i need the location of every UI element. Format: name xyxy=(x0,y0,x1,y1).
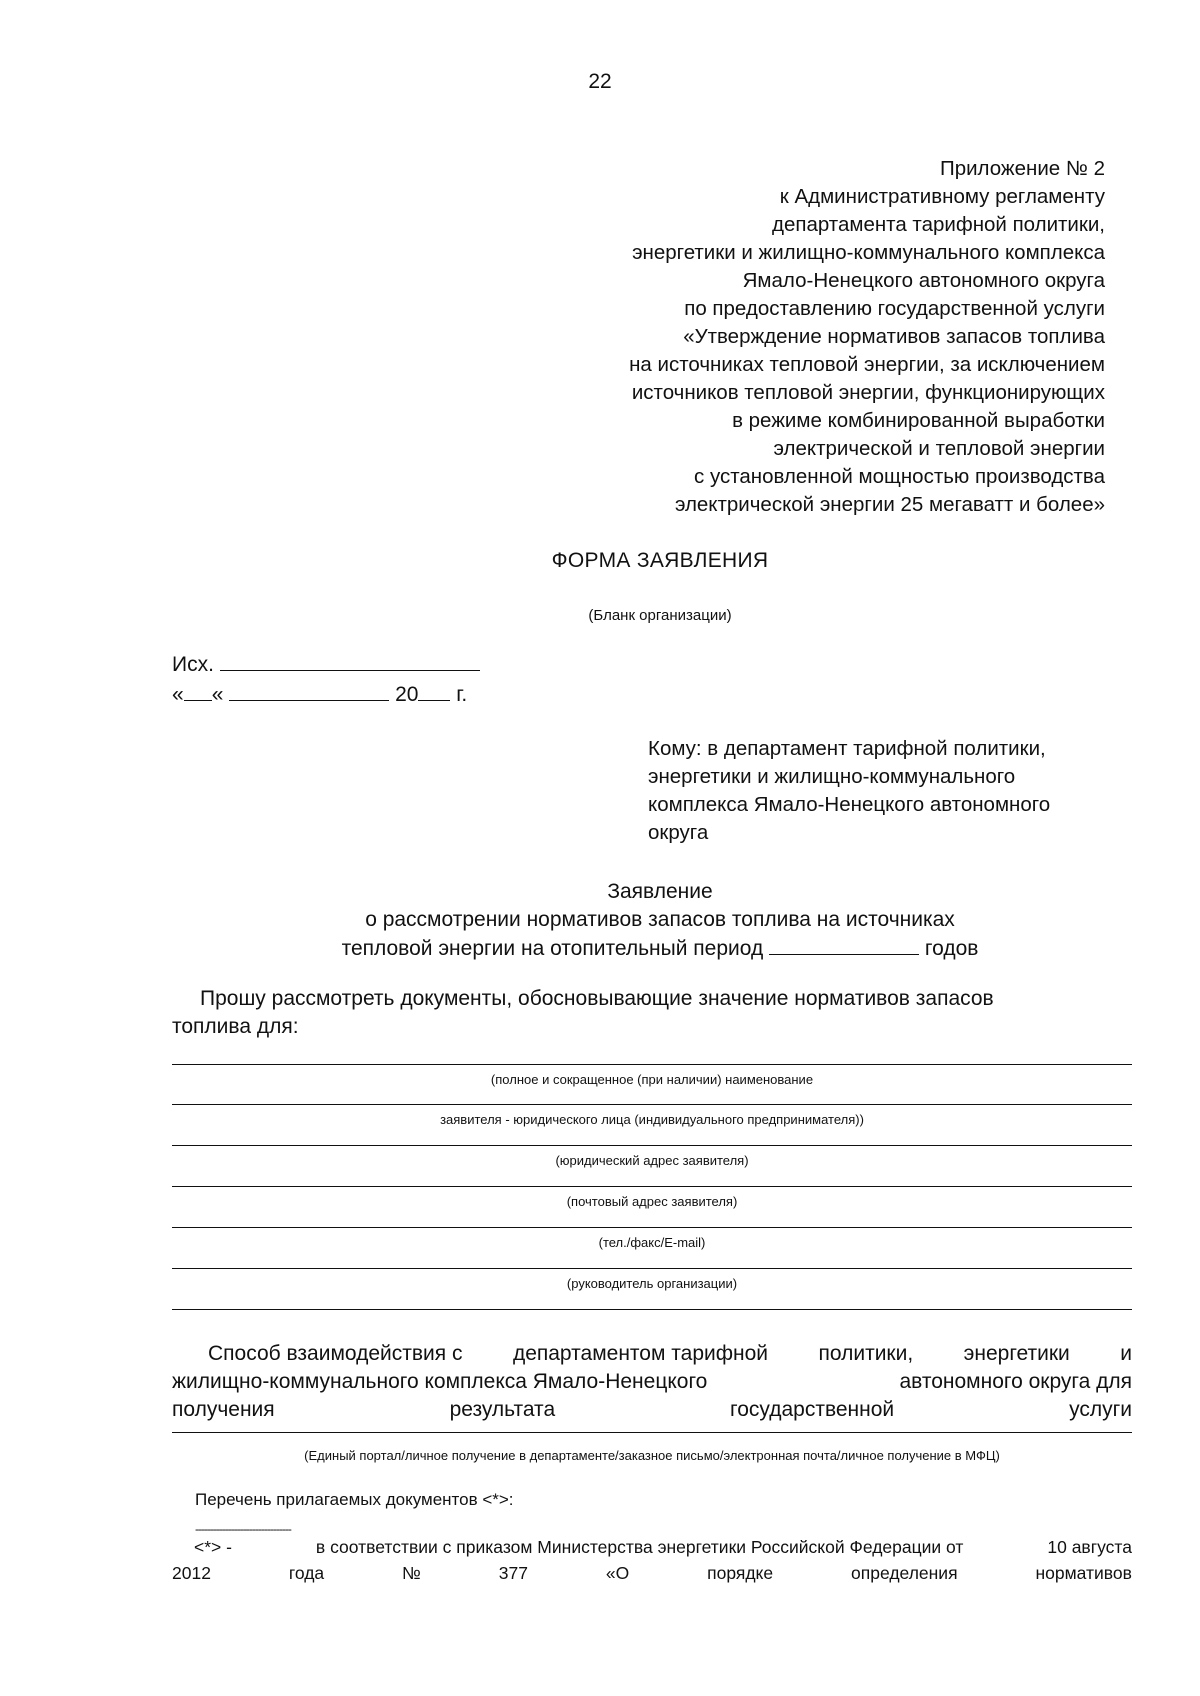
footnote xyxy=(172,1534,1132,1586)
appendix-line: к Административному регламенту xyxy=(779,185,1105,208)
heating-period-field[interactable] xyxy=(769,934,919,955)
caption-head-of-organization: (руководитель организации) xyxy=(566,1276,738,1291)
method-word: результата xyxy=(449,1398,556,1421)
date-year-field[interactable] xyxy=(418,680,450,701)
interaction-method-field[interactable] xyxy=(172,1432,1132,1433)
appendix-line: энергетики и жилищно-коммунального комплекса xyxy=(632,241,1105,264)
footnote-word: 377 xyxy=(498,1563,528,1583)
form-title: ФОРМА ЗАЯВЛЕНИЯ xyxy=(551,549,769,572)
appendix-line: с установленной мощностью производства xyxy=(694,465,1105,488)
outgoing-ref-field[interactable] xyxy=(220,650,480,671)
appendix-line: на источниках тепловой энергии, за исключением xyxy=(629,353,1105,376)
footnote-word: № xyxy=(402,1563,421,1583)
footnote-word: нормативов xyxy=(1035,1563,1132,1583)
appendix-line: электрической энергии 25 мегаватт и более» xyxy=(674,493,1105,516)
recipient-block xyxy=(648,735,1168,847)
recipient-line: энергетики и жилищно-коммунального xyxy=(648,765,1016,788)
footnote-word: в соответствии с приказом Министерства энергетики Российской Федерации от xyxy=(315,1537,964,1557)
appendix-line: департамента тарифной политики, xyxy=(771,213,1105,236)
method-word: департаментом тарифной xyxy=(512,1342,769,1365)
method-word: Способ взаимодействия с xyxy=(208,1342,463,1365)
method-word: и xyxy=(1120,1342,1132,1365)
appendix-line: Ямало-Ненецкого автономного округа xyxy=(742,269,1105,292)
request-line: Прошу рассмотреть документы, обосновывающие значение нормативов запасов xyxy=(200,987,994,1010)
appendix-line: по предоставлению государственной услуги xyxy=(684,297,1105,320)
extra-fill-line[interactable] xyxy=(172,1309,1132,1310)
appendix-line: «Утверждение нормативов запасов топлива xyxy=(683,325,1105,348)
footnote-word: года xyxy=(288,1563,325,1583)
method-word: услуги xyxy=(1069,1398,1132,1421)
interaction-method xyxy=(172,1340,1132,1424)
footnote-word: 10 августа xyxy=(1047,1537,1132,1557)
footnote-word: <*> - xyxy=(194,1537,232,1557)
appendix-line: Приложение № 2 xyxy=(939,157,1105,180)
applicant-name-field[interactable] xyxy=(172,1064,1132,1065)
recipient-line: Кому: в департамент тарифной политики, xyxy=(648,737,1046,760)
recipient-line: комплекса Ямало-Ненецкого автономного xyxy=(648,793,1051,816)
date-quote-close: « xyxy=(211,683,224,706)
page-number: 22 xyxy=(588,70,612,93)
caption-legal-address: (юридический адрес заявителя) xyxy=(555,1153,749,1168)
head-of-organization-field[interactable] xyxy=(172,1268,1132,1269)
method-word: автономного округа для xyxy=(899,1370,1132,1393)
footnote-word: «О xyxy=(605,1563,630,1583)
appendix-header xyxy=(405,155,1105,519)
method-word: политики, xyxy=(818,1342,914,1365)
date-month-field[interactable] xyxy=(229,680,389,701)
applicant-type-field[interactable] xyxy=(172,1104,1132,1105)
date-day-field[interactable] xyxy=(184,680,212,701)
date-year-prefix: 20 xyxy=(395,683,419,706)
recipient-line: округа xyxy=(648,821,709,844)
statement-period-suffix: годов xyxy=(924,937,979,960)
caption-interaction-method: (Единый портал/личное получение в департаменте/заказное письмо/электронная почта/личное получение в МФЦ) xyxy=(304,1448,1000,1463)
footnote-word: порядке xyxy=(707,1563,774,1583)
outgoing-block xyxy=(172,650,480,710)
appendix-line: источников тепловой энергии, функционирующих xyxy=(631,381,1105,404)
caption-applicant-name: (полное и сокращенное (при наличии) наименование xyxy=(490,1072,814,1087)
method-word: получения xyxy=(172,1398,275,1421)
method-word: государственной xyxy=(730,1398,895,1421)
caption-postal-address: (почтовый адрес заявителя) xyxy=(566,1194,738,1209)
legal-address-field[interactable] xyxy=(172,1145,1132,1146)
request-line: топлива для: xyxy=(172,1015,299,1038)
appendix-line: электрической и тепловой энергии xyxy=(773,437,1105,460)
footnote-separator: -------------------------------- xyxy=(195,1522,291,1536)
date-year-suffix: г. xyxy=(456,683,468,706)
statement-subject: о рассмотрении нормативов запасов топлива на источниках xyxy=(365,908,955,931)
caption-contacts: (тел./факс/E-mail) xyxy=(598,1235,706,1250)
attached-documents-label: Перечень прилагаемых документов <*>: xyxy=(195,1490,514,1509)
outgoing-ref-label: Исх. xyxy=(172,653,214,676)
date-quote-open: « xyxy=(172,683,184,706)
appendix-line: в режиме комбинированной выработки xyxy=(732,409,1105,432)
statement-title: Заявление xyxy=(607,880,713,903)
postal-address-field[interactable] xyxy=(172,1186,1132,1187)
method-word: энергетики xyxy=(963,1342,1070,1365)
caption-applicant-type: заявителя - юридического лица (индивидуального предпринимателя)) xyxy=(440,1112,864,1127)
statement-heading xyxy=(0,878,1200,963)
blank-note: (Бланк организации) xyxy=(588,607,732,624)
request-paragraph xyxy=(172,985,1132,1041)
footnote-word: определения xyxy=(851,1563,958,1583)
statement-period-prefix: тепловой энергии на отопительный период xyxy=(341,937,764,960)
footnote-word: 2012 xyxy=(172,1563,211,1583)
method-word: жилищно-коммунального комплекса Ямало-Ненецкого xyxy=(172,1370,708,1393)
contacts-field[interactable] xyxy=(172,1227,1132,1228)
